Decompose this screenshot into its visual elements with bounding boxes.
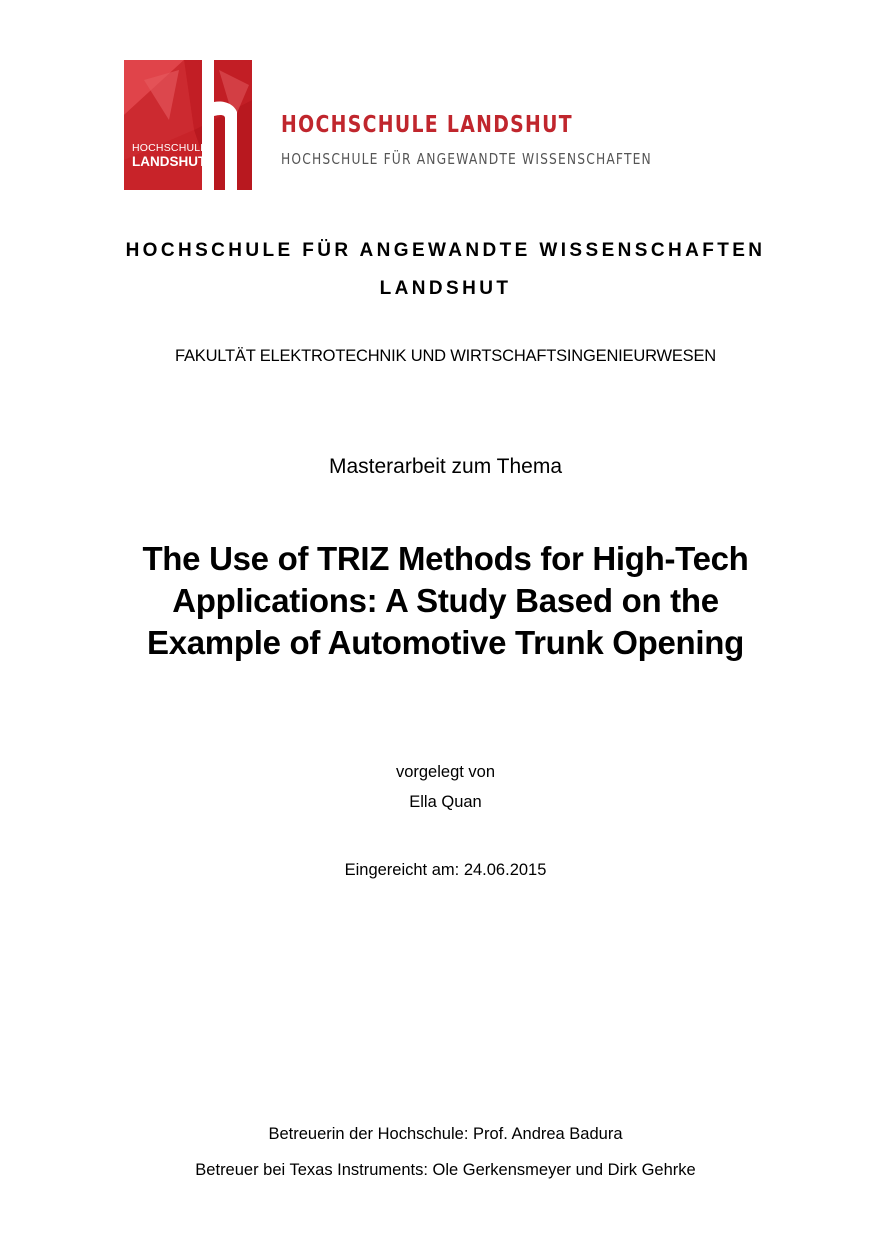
supervisor-university: Betreuerin der Hochschule: Prof. Andrea Badura <box>268 1125 623 1143</box>
brand-subtitle: HOCHSCHULE FÜR ANGEWANDTE WISSENSCHAFTEN <box>281 150 652 168</box>
logo-graphic <box>124 60 252 190</box>
thesis-type: Masterarbeit zum Thema <box>328 455 563 478</box>
thesis-title-line: Example of Automotive Trunk Opening <box>146 624 744 661</box>
presented-by-label: vorgelegt von <box>395 763 496 781</box>
faculty-name: FAKULTÄT ELEKTROTECHNIK UND WIRTSCHAFTSINGENIEURWESEN <box>175 347 716 365</box>
thesis-title-line: Applications: A Study Based on the <box>172 582 719 619</box>
university-name-line1: HOCHSCHULE FÜR ANGEWANDTE WISSENSCHAFTEN <box>125 240 766 261</box>
submission-date: Eingereicht am: 24.06.2015 <box>344 861 547 879</box>
thesis-title <box>0 538 891 664</box>
author-name: Ella Quan <box>409 793 482 811</box>
logo-big-text: LANDSHUT <box>132 154 207 169</box>
university-name-line2: LANDSHUT <box>379 278 512 299</box>
supervisor-company: Betreuer bei Texas Instruments: Ole Gerkensmeyer und Dirk Gehrke <box>195 1161 696 1179</box>
university-logo <box>124 60 252 190</box>
brand-title: HOCHSCHULE LANDSHUT <box>281 112 573 138</box>
university-name <box>0 232 891 308</box>
logo-small-text: HOCHSCHULE <box>132 142 208 154</box>
thesis-title-line: The Use of TRIZ Methods for High-Tech <box>142 540 749 577</box>
